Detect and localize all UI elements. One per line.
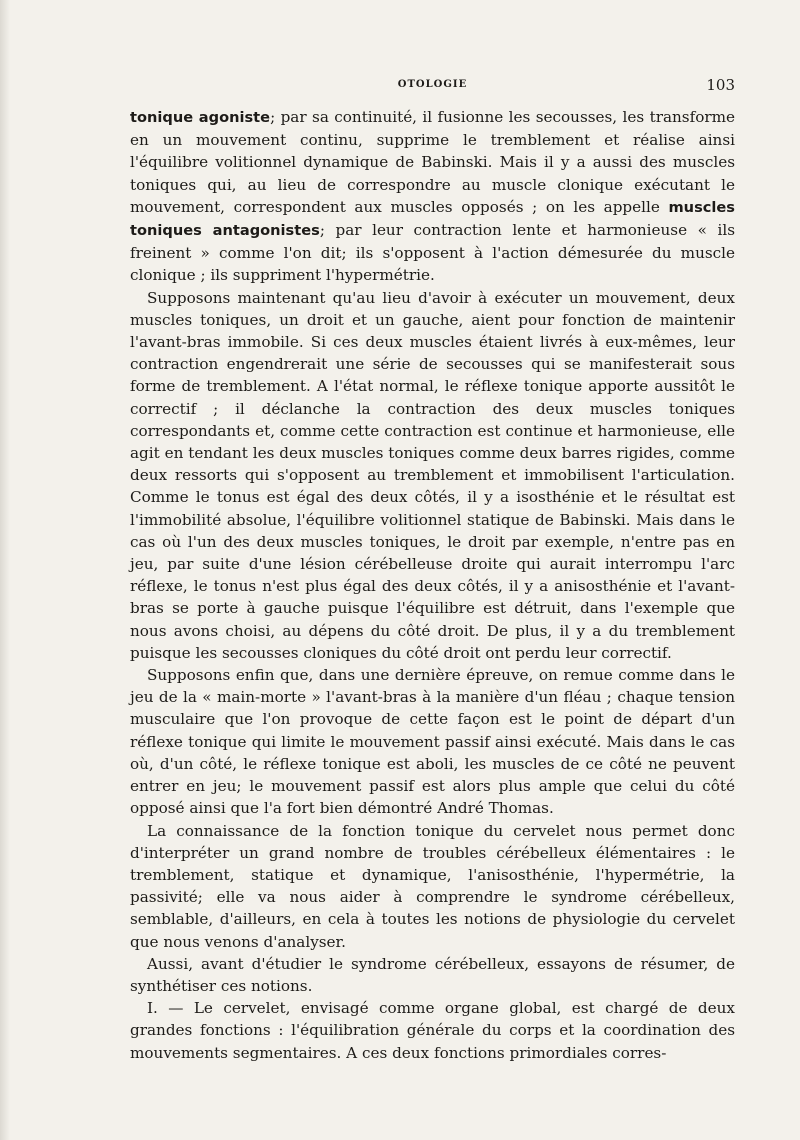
page-number: 103 (706, 76, 735, 94)
body-text (130, 106, 735, 1064)
paragraph: Aussi, avant d'étudier le syndrome cérébelleux, essayons de résumer, de synthétiser ces notions. (130, 954, 735, 995)
paragraph (130, 106, 735, 287)
bold-term: muscles toniques antagonistes (130, 198, 735, 240)
paragraph: I. — Le cervelet, envisagé comme organe global, est chargé de deux grandes fonctions : l'équilibration générale du corps et la coordination des mouvements segmentaires. A ces deux fonctions primordiales corres- (130, 999, 735, 1062)
page-header (130, 76, 735, 96)
paragraph: La connaissance de la fonction tonique du cervelet nous permet donc d'interpréter un grand nombre de troubles cérébelleux élémentaires : le tremblement, statique et dynamique, l'anisosthénie, l'hypermétrie, la passivité; elle va nous aider à comprendre le syndrome cérébelleux, semblable, d'ailleurs, en cela à toutes les notions de physiologie du cervelet que nous venons d'analyser. (130, 821, 735, 951)
paragraph: Supposons enfin que, dans une dernière épreuve, on remue comme dans le jeu de la « main-morte » l'avant-bras à la manière d'un fléau ; chaque tension musculaire que l'on provoque de cette façon est le point de départ d'un réflexe tonique qui limite le mouvement passif ainsi exécuté. Mais dans le cas où, d'un côté, le réflexe tonique est aboli, les muscles de ce côté ne peuvent entrer en jeu; le mouvement passif est alors plus ample que celui du côté opposé ainsi que l'a fort bien démontré André Thomas. (130, 666, 735, 818)
paragraph-text: ; par sa continuité, il fusionne les secousses, les transforme en un mouvement continu, supprime le tremblement et réalise ainsi l'équilibre volitionnel dynamique de Babinski. Mais il y a aussi des muscles toniques qui, au lieu de correspondre au muscle clonique exécutant le mouvement, correspondent aux muscles opposés ; on les appelle (130, 108, 735, 216)
bold-term: tonique agoniste (130, 109, 271, 126)
paragraph-text: ; par leur contraction lente et harmonieuse « ils freinent » comme l'on dit; ils s'opposent à l'action démesurée du muscle clonique ; ils suppriment l'hypermétrie. (130, 221, 736, 285)
running-title: OTOLOGIE (397, 79, 468, 90)
paragraph: Supposons maintenant qu'au lieu d'avoir à exécuter un mouvement, deux muscles toniques, un droit et un gauche, aient pour fonction de maintenir l'avant-bras immobile. Si ces deux muscles étaient livrés à eux-mêmes, leur contraction engendrerait une série de secousses qui se manifesterait sous forme de tremblement. A l'état normal, le réflexe tonique apporte aussitôt le correctif ; il déclanche la contraction des deux muscles toniques correspondants et, comme cette contraction est continue et harmonieuse, elle agit en tendant les deux muscles toniques comme deux barres rigides, comme deux ressorts qui s'opposent au tremblement et immobilisent l'articulation. Comme le tonus est égal des deux côtés, il y a isosthénie et le résultat est l'immobilité absolue, l'équilibre volitionnel statique de Babinski. Mais dans le cas où l'un des deux muscles toniques, le droit par exemple, n'entre pas en jeu, par suite d'une lésion cérébelleuse droite qui aurait interrompu l'arc réflexe, le tonus n'est plus égal des deux côtés, il y a anisosthénie et l'avant-bras se porte à gauche puisque l'équilibre est détruit, dans l'exemple que nous avons choisi, au dépens du côté droit. De plus, il y a du tremblement puisque les secousses cloniques du côté droit ont perdu leur correctif. (130, 288, 735, 662)
